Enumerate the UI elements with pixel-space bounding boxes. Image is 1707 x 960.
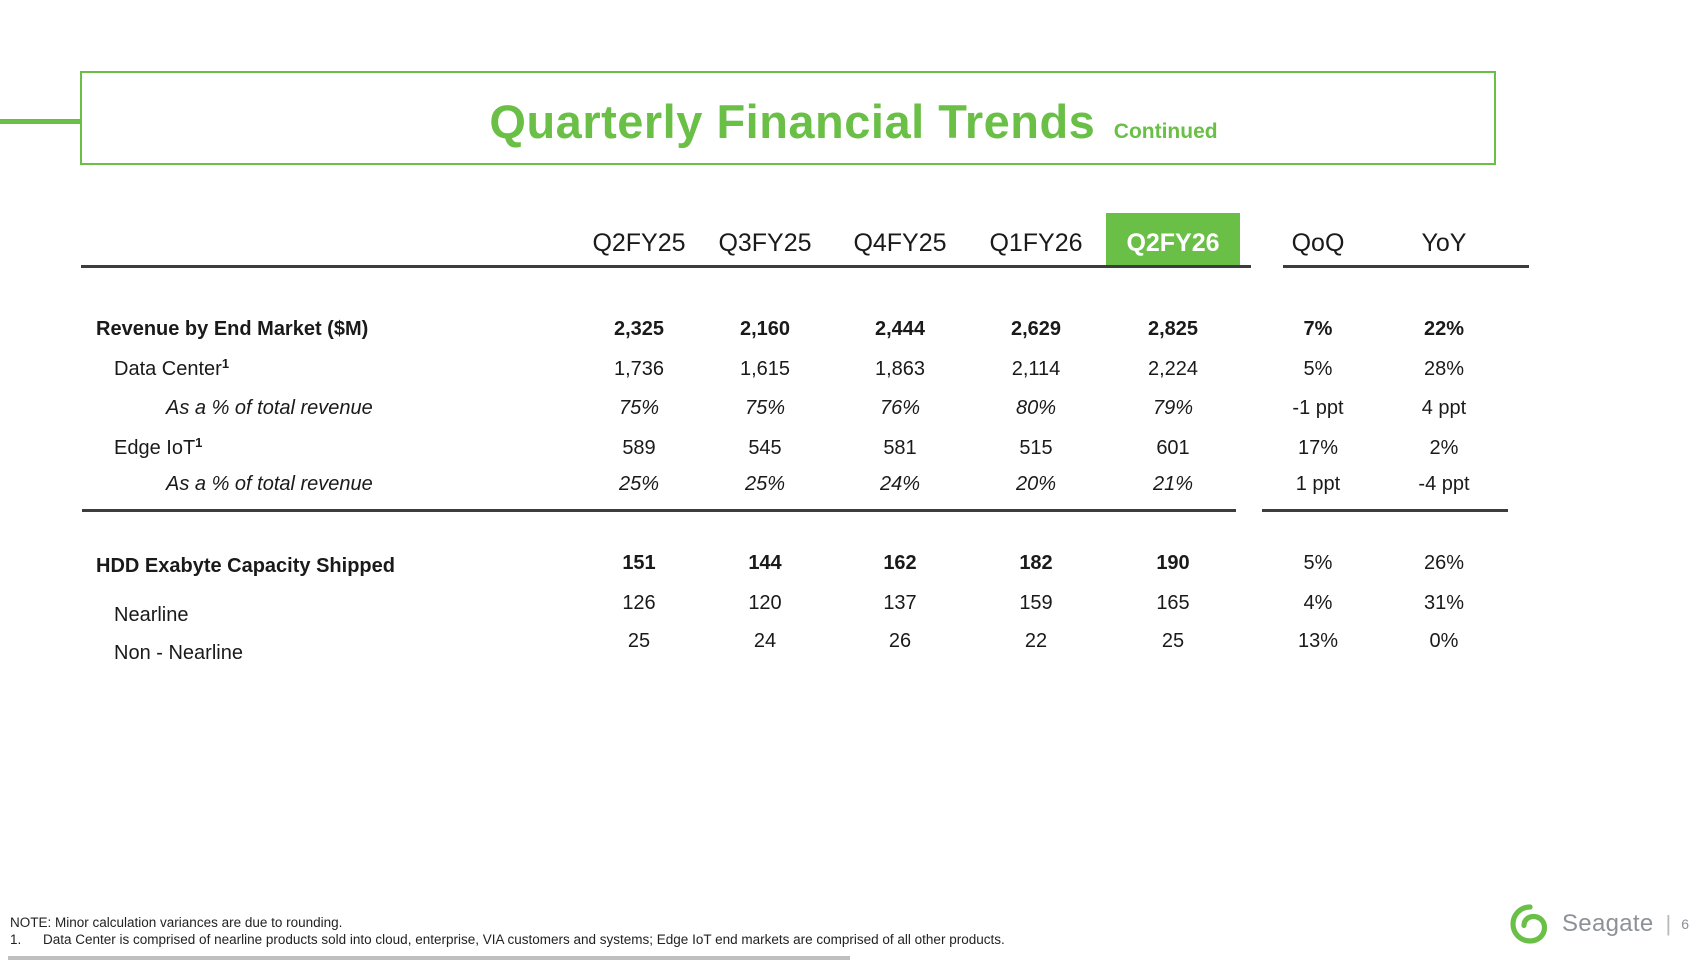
table-row-non-nearline bbox=[0, 628, 1707, 664]
column-header-qoq: QoQ bbox=[1291, 229, 1345, 257]
table-cell: 144 bbox=[748, 552, 782, 574]
table-cell: 2,325 bbox=[613, 318, 665, 340]
table-cell: -1 ppt bbox=[1292, 397, 1344, 419]
table-cell: 120 bbox=[748, 592, 782, 614]
table-row-revenue bbox=[0, 316, 1707, 342]
table-cell: 2% bbox=[1429, 437, 1459, 459]
table-cell: 2,629 bbox=[1010, 318, 1062, 340]
table-cell: -4 ppt bbox=[1418, 473, 1470, 495]
table-cell: 137 bbox=[883, 592, 917, 614]
row-label: Data Center$^1$ bbox=[114, 356, 230, 380]
note-text: NOTE: Minor calculation variances are due to rounding. bbox=[10, 915, 343, 930]
table-cell: 159 bbox=[1019, 592, 1053, 614]
footnote-text: Data Center is comprised of nearline products sold into cloud, enterprise, VIA customers and systems; Edge IoT end markets are comprised of all other products. bbox=[43, 932, 1005, 947]
table-cell: 126 bbox=[622, 592, 656, 614]
footnote-marker: 1 bbox=[195, 435, 203, 450]
table-cell: 1 ppt bbox=[1295, 473, 1341, 495]
table-cell: 25 bbox=[1161, 630, 1185, 652]
title-wrap bbox=[0, 94, 1707, 149]
column-header-q3fy25: Q3FY25 bbox=[718, 229, 812, 257]
table-cell: 24% bbox=[879, 473, 921, 495]
table-cell: 1,736 bbox=[613, 358, 665, 380]
table-cell: 13% bbox=[1297, 630, 1339, 652]
row-label: HDD Exabyte Capacity Shipped bbox=[96, 555, 395, 577]
table-cell: 25% bbox=[744, 473, 786, 495]
table-cell: 515 bbox=[1019, 437, 1053, 459]
table-cell: 28% bbox=[1423, 358, 1465, 380]
table-row-data-center bbox=[0, 356, 1707, 382]
table-header-rule-main bbox=[81, 265, 1251, 268]
table-cell: 581 bbox=[883, 437, 917, 459]
divider-bar: | bbox=[1665, 911, 1672, 936]
table-cell: 20% bbox=[1015, 473, 1057, 495]
table-cell: 2,160 bbox=[739, 318, 791, 340]
table-cell: 589 bbox=[622, 437, 656, 459]
table-cell: 190 bbox=[1156, 552, 1190, 574]
table-cell: 601 bbox=[1156, 437, 1190, 459]
table-cell: 80% bbox=[1015, 397, 1057, 419]
table-cell: 79% bbox=[1152, 397, 1194, 419]
table-header-rule-change bbox=[1283, 265, 1529, 268]
table-row-nearline bbox=[0, 590, 1707, 626]
table-cell: 4% bbox=[1303, 592, 1333, 614]
table-row-hdd-exabyte bbox=[0, 550, 1707, 576]
table-cell: 0% bbox=[1429, 630, 1459, 652]
table-cell: 545 bbox=[748, 437, 782, 459]
table-cell: 2,825 bbox=[1147, 318, 1199, 340]
table-cell: 25 bbox=[627, 630, 651, 652]
table-cell: 4 ppt bbox=[1421, 397, 1467, 419]
column-header-yoy: YoY bbox=[1421, 229, 1467, 257]
row-label: As a % of total revenue bbox=[166, 397, 373, 419]
column-header-q4fy25: Q4FY25 bbox=[853, 229, 947, 257]
table-cell: 21% bbox=[1152, 473, 1194, 495]
table-cell: 2,444 bbox=[874, 318, 926, 340]
table-cell: 5% bbox=[1303, 552, 1333, 574]
seagate-wordmark: Seagate bbox=[1562, 910, 1654, 937]
seagate-logo bbox=[1508, 901, 1689, 947]
table-cell: 165 bbox=[1156, 592, 1190, 614]
table-cell: 22 bbox=[1024, 630, 1048, 652]
row-label: Nearline bbox=[114, 604, 189, 626]
table-section-divider-change bbox=[1262, 509, 1508, 512]
seagate-swirl-icon bbox=[1508, 902, 1552, 946]
table-row-edge-iot bbox=[0, 435, 1707, 461]
table-cell: 26 bbox=[888, 630, 912, 652]
table-cell: 76% bbox=[879, 397, 921, 419]
table-cell: 151 bbox=[622, 552, 656, 574]
table-cell: 2,224 bbox=[1147, 358, 1199, 380]
footnote-item bbox=[10, 932, 1005, 947]
table-cell: 1,863 bbox=[874, 358, 926, 380]
table-cell: 22% bbox=[1423, 318, 1465, 340]
table-cell: 31% bbox=[1423, 592, 1465, 614]
table-cell: 2,114 bbox=[1011, 358, 1061, 380]
footnote-marker: 1 bbox=[221, 356, 230, 371]
table-cell: 26% bbox=[1423, 552, 1465, 574]
table-cell: 7% bbox=[1303, 318, 1333, 340]
table-cell: 182 bbox=[1019, 552, 1053, 574]
footnote-number: 1. bbox=[10, 932, 22, 947]
table-cell: 24 bbox=[753, 630, 777, 652]
row-label: As a % of total revenue bbox=[166, 473, 373, 495]
column-header-q1fy26: Q1FY26 bbox=[989, 229, 1083, 257]
table-section-divider-main bbox=[82, 509, 1236, 512]
table-cell: 17% bbox=[1297, 437, 1339, 459]
table-row-datacenter-pct bbox=[0, 395, 1707, 421]
row-label: Revenue by End Market ($M) bbox=[96, 318, 369, 340]
clipped-text-artifact bbox=[8, 956, 850, 960]
table-cell: 5% bbox=[1303, 358, 1333, 380]
table-cell: 75% bbox=[618, 397, 660, 419]
page-title: Quarterly Financial Trends bbox=[489, 95, 1096, 148]
table-cell: 162 bbox=[883, 552, 917, 574]
page-subtitle: Continued bbox=[1113, 120, 1218, 143]
column-header-q2fy26-highlighted: Q2FY26 bbox=[1126, 229, 1220, 257]
table-cell: 1,615 bbox=[739, 358, 791, 380]
row-label: Edge IoT$^1$ bbox=[114, 435, 203, 459]
page-number: 6 bbox=[1681, 916, 1690, 932]
column-header-q2fy25: Q2FY25 bbox=[592, 229, 686, 257]
table-cell: 75% bbox=[744, 397, 786, 419]
row-label: Non - Nearline bbox=[114, 642, 243, 664]
table-row-edgeiot-pct bbox=[0, 471, 1707, 497]
table-cell: 25% bbox=[618, 473, 660, 495]
